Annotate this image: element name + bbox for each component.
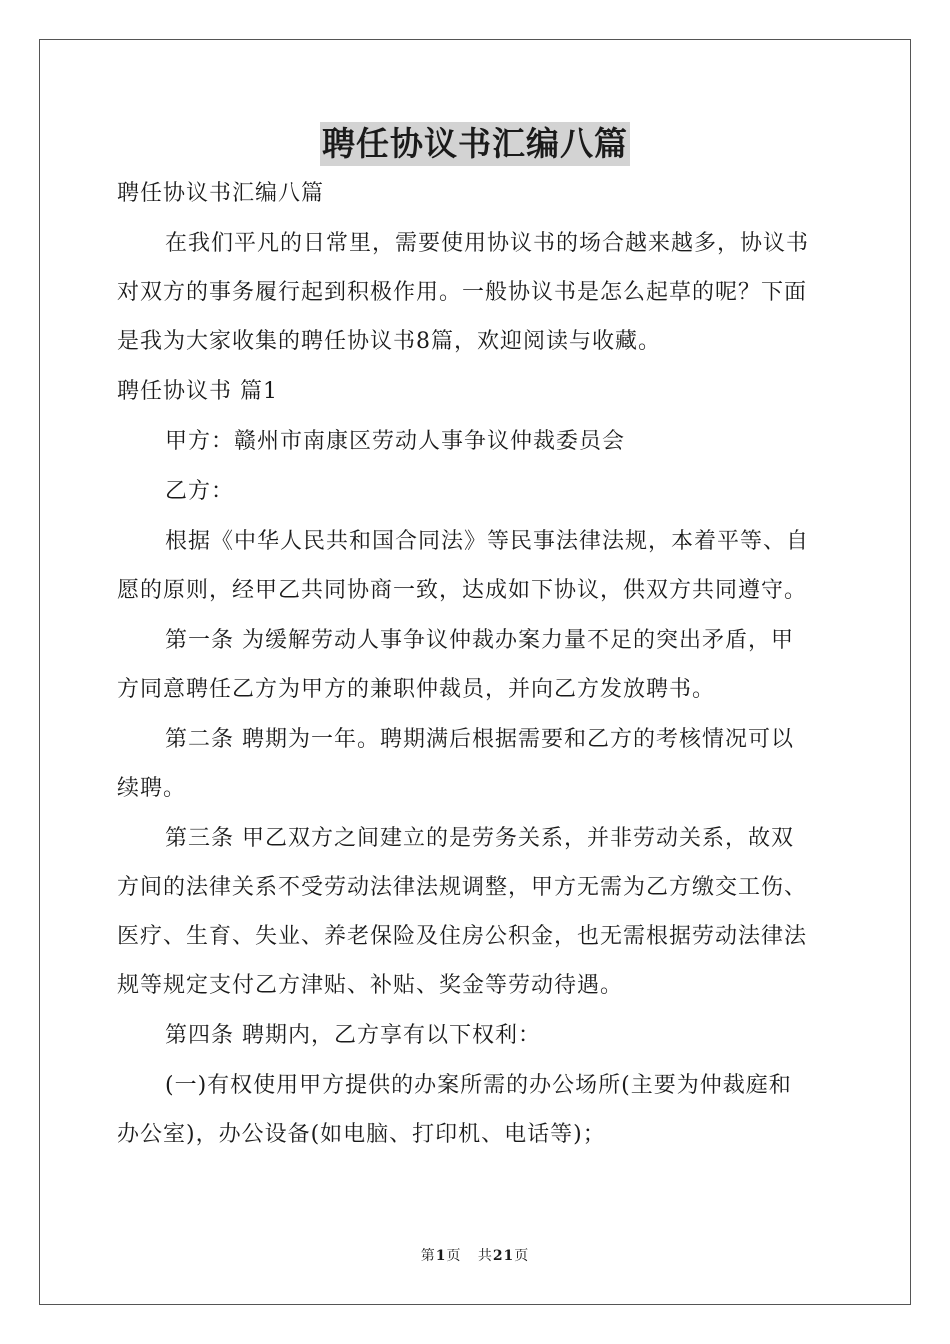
party-b: 乙方： [165,479,235,504]
subtitle: 聘任协议书汇编八篇 [117,181,325,206]
article-3-line: 第三条 甲乙双方之间建立的是劳务关系，并非劳动关系，故双 [165,826,794,851]
total-pages: 21 [492,1248,515,1264]
article-3 [117,823,835,1002]
page-prefix: 第 [420,1248,436,1264]
section-heading: 聘任协议书 篇1 [117,379,278,404]
document-title: 聘任协议书汇编八篇 [320,122,630,166]
party-b-paragraph [117,476,835,508]
article-4-line: 第四条 聘期内，乙方享有以下权利： [165,1023,541,1048]
item-1 [117,1070,835,1151]
total-suffix: 页 [514,1248,530,1264]
document-body [117,178,835,1169]
article-4 [117,1020,835,1052]
article-3-line: 方间的法律关系不受劳动法律法规调整，甲方无需为乙方缴交工伤、 [117,875,808,900]
article-1-line: 第一条 为缓解劳动人事争议仲裁办案力量不足的突出矛盾，甲 [165,628,794,653]
basis-line: 根据《中华人民共和国合同法》等民事法律法规，本着平等、自 [165,529,810,554]
article-1 [117,625,835,706]
total-prefix: 共 [477,1248,493,1264]
article-1-line: 方同意聘任乙方为甲方的兼职仲裁员，并向乙方发放聘书。 [117,677,716,702]
item-1-line: (一)有权使用甲方提供的办案所需的办公场所(主要为仲裁庭和 [165,1073,792,1098]
intro-paragraph [117,228,835,358]
article-2-line: 续聘。 [117,776,187,801]
page-suffix: 页 [446,1248,462,1264]
page-footer [0,1245,950,1265]
article-3-line: 医疗、生育、失业、养老保险及住房公积金，也无需根据劳动法律法 [117,924,808,949]
page-number: 1 [435,1248,447,1264]
article-2-line: 第二条 聘期为一年。聘期满后根据需要和乙方的考核情况可以 [165,727,794,752]
intro-line: 在我们平凡的日常里，需要使用协议书的场合越来越多，协议书 [165,231,810,256]
item-1-line: 办公室)，办公设备(如电脑、打印机、电话等)； [117,1122,606,1147]
basis-line: 愿的原则，经甲乙共同协商一致，达成如下协议，供双方共同遵守。 [117,578,808,603]
party-a-paragraph [117,426,835,458]
article-2 [117,724,835,805]
party-a: 甲方：赣州市南康区劳动人事争议仲裁委员会 [165,429,626,454]
article-3-line: 规等规定支付乙方津贴、补贴、奖金等劳动待遇。 [117,973,624,998]
basis-paragraph [117,526,835,607]
title-wrap [0,122,950,166]
intro-line: 对双方的事务履行起到积极作用。一般协议书是怎么起草的呢？下面 [117,280,808,305]
intro-line: 是我为大家收集的聘任协议书8篇，欢迎阅读与收藏。 [117,329,661,354]
